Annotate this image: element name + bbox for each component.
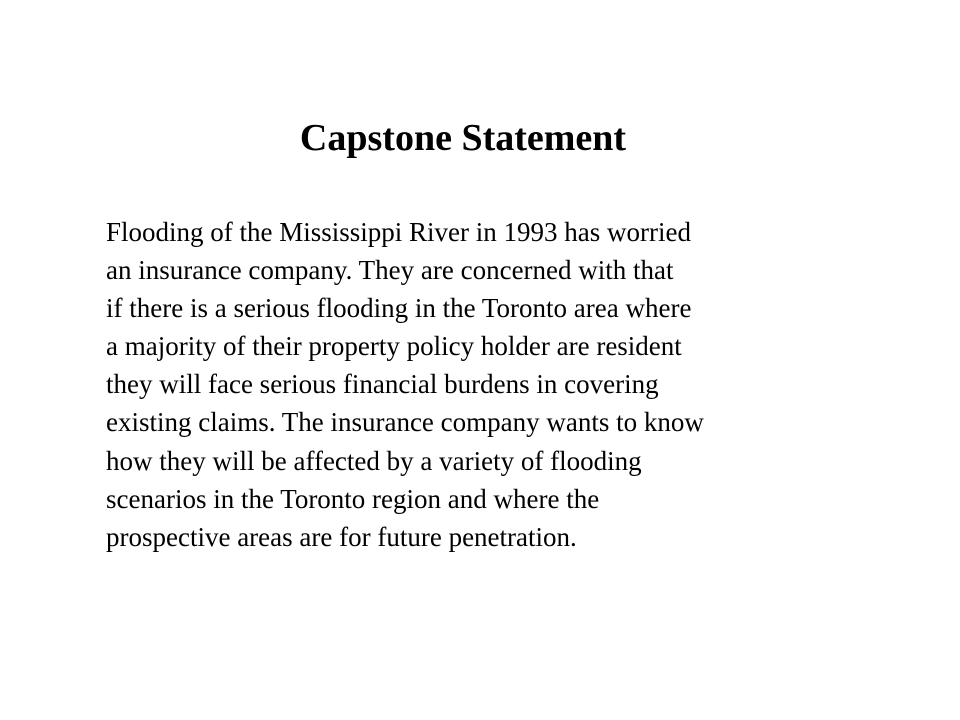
body-line: an insurance company. They are concerned with that xyxy=(106,255,674,286)
body-line: existing claims. The insurance company wants to know xyxy=(106,407,704,438)
body-line: how they will be affected by a variety of flooding xyxy=(106,445,642,476)
body-line: prospective areas are for future penetration. xyxy=(106,521,577,552)
body-line: they will face serious financial burdens in covering xyxy=(106,369,659,400)
body-line: Flooding of the Mississippi River in 1993 has worried xyxy=(106,217,691,247)
body-line: if there is a serious flooding in the Toronto area where xyxy=(106,293,692,324)
body-line: scenarios in the Toronto region and where the xyxy=(106,483,600,514)
slide-body xyxy=(106,213,826,556)
body-line: a majority of their property policy holder are resident xyxy=(106,331,682,362)
slide-title: Capstone Statement xyxy=(299,117,627,159)
